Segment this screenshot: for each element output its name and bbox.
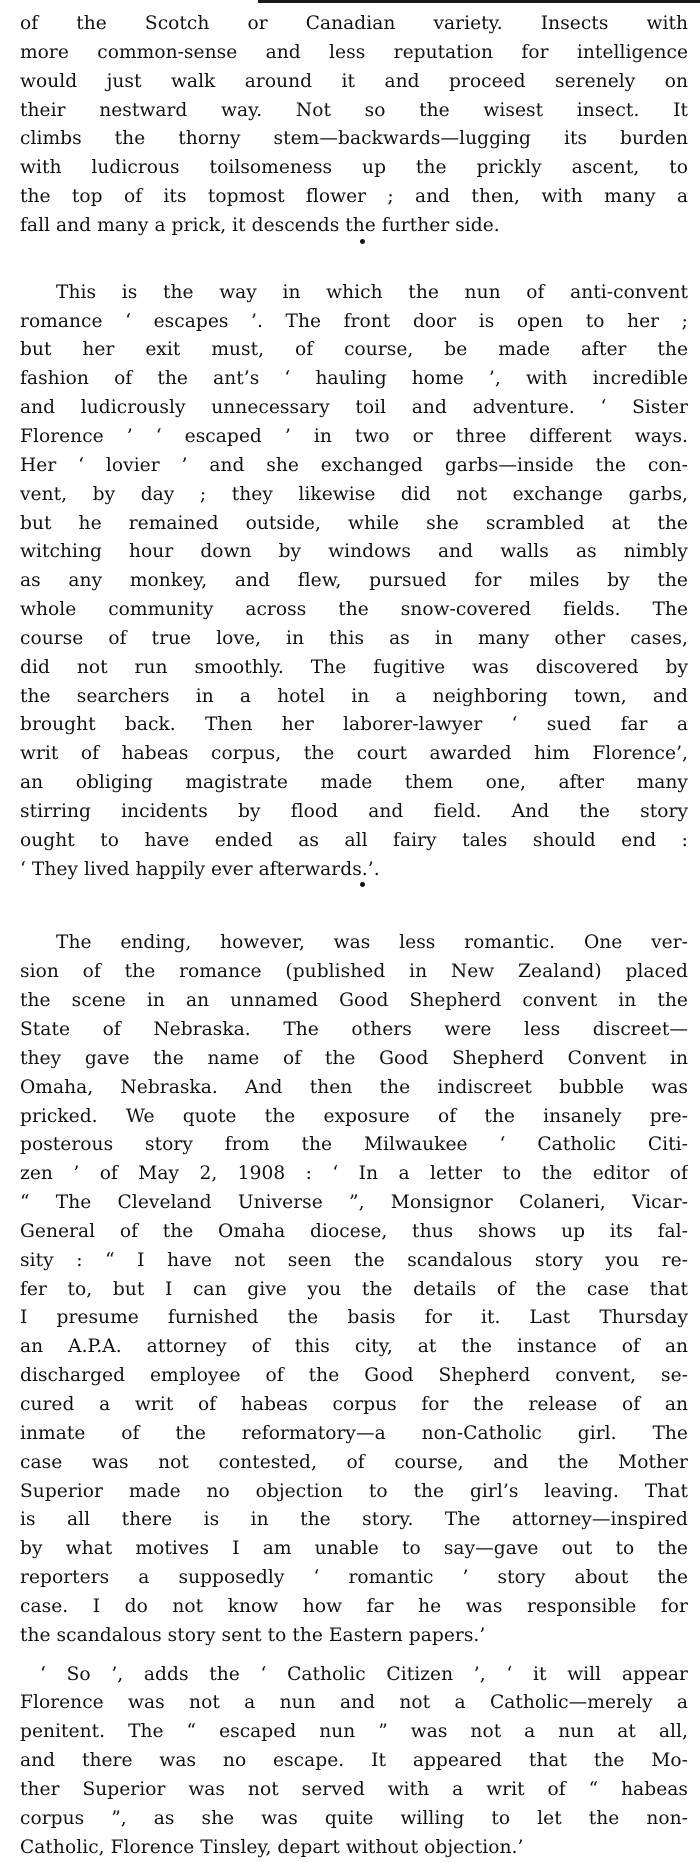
text-line: by what motives I am unable to say—gave out to the bbox=[20, 1538, 688, 1560]
text-line: sion of the romance (published in New Zealand) placed bbox=[20, 961, 688, 983]
text-line: vent, by day ; they likewise did not exchange garbs, bbox=[20, 483, 688, 505]
paragraph-2 bbox=[20, 279, 688, 885]
text-line: fall and many a prick, it descends the further side. bbox=[20, 214, 500, 236]
separator-dot bbox=[360, 882, 365, 887]
text-line: Her ‘ lovier ’ and she exchanged garbs—inside the con- bbox=[20, 454, 688, 476]
text-line: State of Nebraska. The others were less discreet— bbox=[20, 1019, 688, 1040]
text-line: the scandalous story sent to the Eastern papers.’ bbox=[20, 1624, 486, 1646]
text-line: case was not contested, of course, and the Mother bbox=[20, 1451, 688, 1473]
text-line: discharged employee of the Good Shepherd convent, se- bbox=[20, 1365, 688, 1387]
text-line: with ludicrous toilsomeness up the prickly ascent, to bbox=[20, 157, 688, 179]
text-line: posterous story from the Milwaukee ‘ Catholic Citi- bbox=[20, 1134, 688, 1156]
text-line: of the Scotch or Canadian variety. Insects with bbox=[20, 13, 688, 34]
text-line: as any monkey, and flew, pursued for miles by the bbox=[20, 570, 688, 592]
text-line: stirring incidents by flood and field. And the story bbox=[20, 800, 688, 822]
text-line: I presume furnished the basis for it. Last Thursday bbox=[20, 1307, 688, 1329]
paragraph-gap bbox=[20, 1651, 688, 1661]
text-line: reporters a supposedly ‘ romantic ’ story about the bbox=[20, 1567, 688, 1589]
text-line: romance ‘ escapes ’. The front door is open to her ; bbox=[20, 310, 688, 332]
text-line: This is the way in which the nun of anti-convent bbox=[56, 281, 688, 303]
text-line: penitent. The “ escaped nun ” was not a nun at all, bbox=[20, 1721, 688, 1743]
text-line: the top of its topmost flower ; and then, with many a bbox=[20, 186, 688, 208]
text-line: did not run smoothly. The fugitive was discovered by bbox=[20, 656, 688, 678]
text-line: course of true love, in this as in many other cases, bbox=[20, 627, 688, 649]
text-line: ther Superior was not served with a writ of “ habeas bbox=[20, 1778, 688, 1800]
text-line: zen ’ of May 2, 1908 : ‘ In a letter to the editor of bbox=[20, 1163, 688, 1185]
column-top-rule bbox=[258, 0, 700, 3]
text-line: Florence was not a nun and not a Catholic—merely a bbox=[20, 1692, 688, 1714]
text-line: more common-sense and less reputation for intelligence bbox=[20, 41, 688, 63]
text-line: an A.P.A. attorney of this city, at the instance of an bbox=[20, 1336, 688, 1358]
paragraph-1 bbox=[20, 10, 688, 241]
text-line: the scene in an unnamed Good Shepherd convent in the bbox=[20, 990, 688, 1012]
text-line: and ludicrously unnecessary toil and adventure. ‘ Sister bbox=[20, 397, 688, 419]
text-line: The ending, however, was less romantic. One ver- bbox=[56, 932, 688, 954]
text-line: cured a writ of habeas corpus for the release of an bbox=[20, 1393, 688, 1415]
text-line: Catholic, Florence Tinsley, depart without objection.’ bbox=[20, 1836, 524, 1858]
text-line: but he remained outside, while she scrambled at the bbox=[20, 512, 688, 534]
paragraph-3 bbox=[20, 929, 688, 1650]
text-line: Omaha, Nebraska. And then the indiscreet bubble was bbox=[20, 1076, 688, 1098]
text-line: their nestward way. Not so the wisest insect. It bbox=[20, 99, 688, 121]
text-line: inmate of the reformatory—a non-Catholic girl. The bbox=[20, 1422, 688, 1444]
section-separator-1 bbox=[20, 241, 688, 279]
text-line: writ of habeas corpus, the court awarded him Florence’, bbox=[20, 743, 688, 765]
text-line: sity : “ I have not seen the scandalous story you re- bbox=[20, 1249, 688, 1271]
text-line: is all there is in the story. The attorney—inspired bbox=[20, 1509, 688, 1531]
paragraph-4 bbox=[20, 1661, 688, 1862]
text-line: General of the Omaha diocese, thus shows up its fal- bbox=[20, 1220, 688, 1242]
section-separator-2 bbox=[20, 884, 688, 929]
text-line: and there was no escape. It appeared that the Mo- bbox=[20, 1750, 688, 1772]
text-line: would just walk around it and proceed serenely on bbox=[20, 70, 688, 92]
text-line: fashion of the ant’s ‘ hauling home ’, with incredible bbox=[20, 368, 688, 390]
text-line: the searchers in a hotel in a neighboring town, and bbox=[20, 685, 688, 707]
text-line: but her exit must, of course, be made after the bbox=[20, 339, 688, 361]
text-line: they gave the name of the Good Shepherd Convent in bbox=[20, 1047, 688, 1069]
text-line: ‘ So ’, adds the ‘ Catholic Citizen ’, ‘ it will appear bbox=[40, 1663, 688, 1685]
text-line: brought back. Then her laborer-lawyer ‘ sued far a bbox=[20, 714, 688, 736]
text-line: ought to have ended as all fairy tales should end : bbox=[20, 829, 688, 851]
text-line: case. I do not know how far he was responsible for bbox=[20, 1595, 688, 1617]
text-line: ‘ They lived happily ever afterwards.’. bbox=[20, 858, 380, 880]
text-line: corpus ”, as she was quite willing to let the non- bbox=[20, 1807, 688, 1829]
text-line: Superior made no objection to the girl’s leaving. That bbox=[20, 1480, 688, 1502]
text-line: pricked. We quote the exposure of the insanely pre- bbox=[20, 1105, 688, 1127]
text-line: whole community across the snow-covered fields. The bbox=[20, 599, 688, 621]
text-line: “ The Cleveland Universe ”, Monsignor Colaneri, Vicar- bbox=[20, 1192, 688, 1214]
text-line: Florence ’ ‘ escaped ’ in two or three different ways. bbox=[20, 425, 688, 447]
separator-dot bbox=[360, 239, 365, 244]
text-line: an obliging magistrate made them one, after many bbox=[20, 772, 688, 794]
text-line: fer to, but I can give you the details of the case that bbox=[20, 1278, 688, 1300]
text-line: climbs the thorny stem—backwards—lugging its burden bbox=[20, 128, 688, 150]
text-line: witching hour down by windows and walls as nimbly bbox=[20, 541, 688, 563]
